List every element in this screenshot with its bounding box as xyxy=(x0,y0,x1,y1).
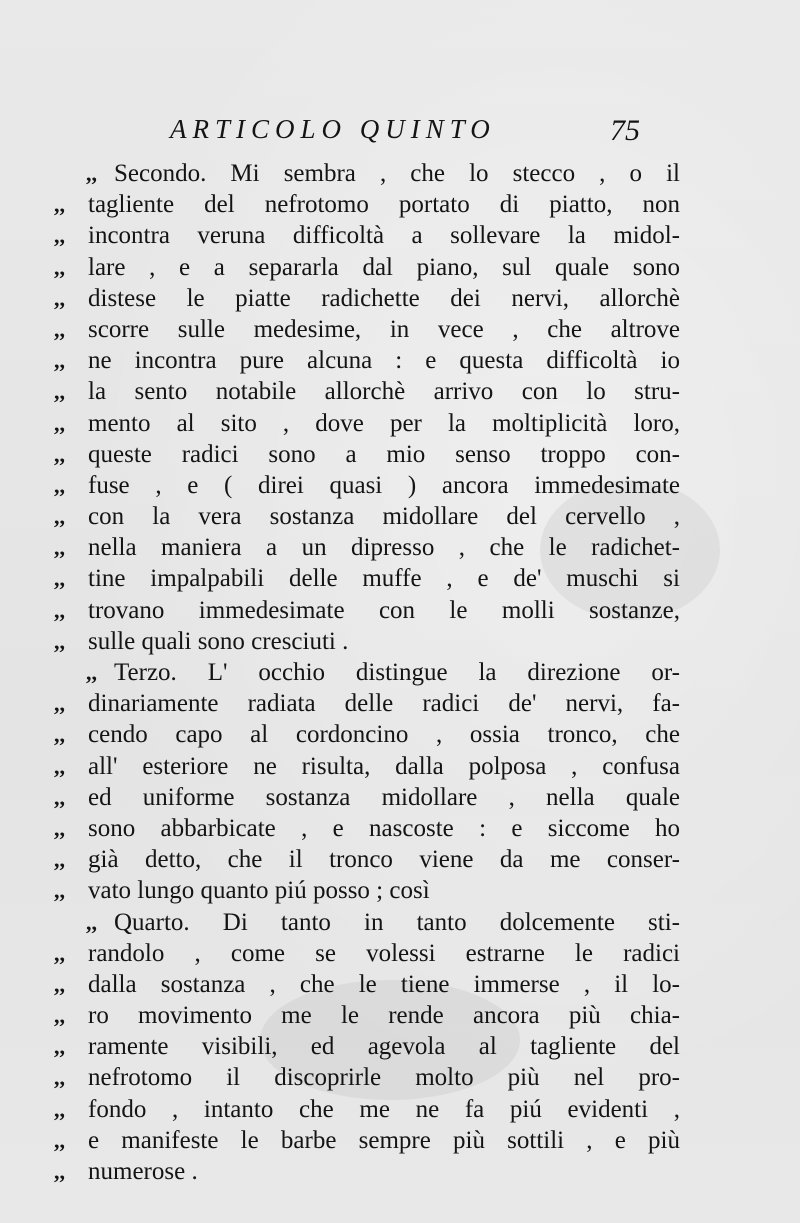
text-line xyxy=(40,376,680,407)
text-line xyxy=(40,782,680,813)
line-text: Terzo. L' occhio distingue la direzione or- xyxy=(114,659,680,686)
quotation-mark: ,, xyxy=(54,784,65,810)
quotation-mark: ,, xyxy=(54,254,65,280)
quotation-mark: ,, xyxy=(54,379,65,405)
text-line xyxy=(40,470,680,501)
text-line xyxy=(40,1062,680,1093)
line-text: ne incontra pure alcuna : e questa difficoltà io xyxy=(88,347,680,375)
text-line xyxy=(40,938,680,969)
quotation-mark: ,, xyxy=(54,878,65,904)
line-text: all' esteriore ne risulta, dalla polposa , confusa xyxy=(88,752,680,780)
text-line xyxy=(40,595,680,626)
quotation-mark: ,, xyxy=(54,285,65,311)
line-text: la sento notabile allorchè arrivo con lo stru- xyxy=(88,378,680,406)
text-line xyxy=(40,1094,680,1125)
quotation-mark: ,, xyxy=(86,660,97,685)
quotation-mark: ,, xyxy=(54,940,65,966)
text-line xyxy=(40,314,680,345)
quotation-mark: ,, xyxy=(54,223,65,249)
quotation-mark: ,, xyxy=(54,1096,65,1122)
running-header xyxy=(170,114,640,154)
line-text: sulle quali sono cresciuti . xyxy=(88,627,349,655)
line-text: dalla sostanza , che le tiene immerse , il lo- xyxy=(88,970,680,998)
line-text: mento al sito , dove per la moltiplicità loro, xyxy=(88,409,680,437)
text-line xyxy=(40,813,680,844)
quotation-mark: ,, xyxy=(54,753,65,779)
quotation-mark: ,, xyxy=(54,535,65,561)
line-text: e manifeste le barbe sempre più sottili , e più xyxy=(88,1126,680,1154)
quotation-mark: ,, xyxy=(54,316,65,342)
line-text: con la vera sostanza midollare del cervello , xyxy=(88,503,680,531)
line-text: dinariamente radiata delle radici de' nervi, fa- xyxy=(88,690,680,718)
quotation-mark: ,, xyxy=(86,161,97,186)
text-line xyxy=(40,875,680,906)
text-line xyxy=(40,283,680,314)
line-text: fondo , intanto che me ne fa piú evidenti , xyxy=(88,1095,680,1123)
quotation-mark: ,, xyxy=(54,691,65,717)
line-text: nefrotomo il discoprirle molto più nel pro- xyxy=(88,1064,680,1092)
text-line xyxy=(40,626,680,657)
text-line xyxy=(40,252,680,283)
text-line xyxy=(40,719,680,750)
text-line xyxy=(40,844,680,875)
line-text: fuse , e ( direi quasi ) ancora immedesimate xyxy=(88,471,680,499)
quotation-mark: ,, xyxy=(54,192,65,218)
line-text: cendo capo al cordoncino , ossia tronco, che xyxy=(88,721,680,749)
line-text: queste radici sono a mio senso troppo con- xyxy=(88,440,680,468)
text-line xyxy=(40,1125,680,1156)
line-text: tine impalpabili delle muffe , e de' muschi si xyxy=(88,565,680,593)
line-text: lare , e a separarla dal piano, sul quale sono xyxy=(88,253,680,281)
text-line xyxy=(40,189,680,220)
line-text: Quarto. Di tanto in tanto dolcemente sti- xyxy=(114,908,680,936)
line-text: già detto, che il tronco viene da me conser- xyxy=(88,846,680,874)
line-text: sono abbarbicate , e nascoste : e siccome ho xyxy=(88,814,680,842)
quotation-mark: ,, xyxy=(54,722,65,748)
quotation-mark: ,, xyxy=(86,909,97,935)
quotation-mark: ,, xyxy=(54,1065,65,1091)
quotation-mark: ,, xyxy=(54,410,65,436)
quotation-mark: ,, xyxy=(54,441,65,467)
text-line xyxy=(40,751,680,782)
quotation-mark: ,, xyxy=(54,566,65,592)
quotation-mark: ,, xyxy=(54,597,65,623)
body-text xyxy=(40,158,680,1187)
line-text: randolo , come se volessi estrarne le radici xyxy=(88,939,680,967)
quotation-mark: ,, xyxy=(54,971,65,997)
text-line xyxy=(40,907,680,938)
line-text: numerose . xyxy=(88,1158,198,1185)
quotation-mark: ,, xyxy=(54,1034,65,1060)
quotation-mark: ,, xyxy=(54,1127,65,1153)
line-text: incontra veruna difficoltà a sollevare la midol- xyxy=(88,222,680,250)
running-title: ARTICOLO QUINTO xyxy=(170,114,496,144)
text-line xyxy=(40,439,680,470)
text-line xyxy=(40,563,680,594)
quotation-mark: ,, xyxy=(54,472,65,498)
text-line xyxy=(40,158,680,189)
line-text: ro movimento me le rende ancora più chia- xyxy=(88,1002,680,1030)
text-line xyxy=(40,1031,680,1062)
quotation-mark: ,, xyxy=(54,815,65,841)
text-line xyxy=(40,969,680,1000)
quotation-mark: ,, xyxy=(54,1003,65,1029)
text-line xyxy=(40,532,680,563)
text-line xyxy=(40,688,680,719)
line-text: distese le piatte radichette dei nervi, allorchè xyxy=(88,284,680,312)
line-text: nella maniera a un dipresso , che le radichet- xyxy=(88,534,680,562)
line-text: Secondo. Mi sembra , che lo stecco , o il xyxy=(114,160,680,187)
text-line xyxy=(40,220,680,251)
text-line xyxy=(40,345,680,376)
text-line xyxy=(40,1156,680,1187)
quotation-mark: ,, xyxy=(54,348,65,374)
quotation-mark: ,, xyxy=(54,1159,65,1184)
line-text: scorre sulle medesime, in vece , che altrove xyxy=(88,315,680,343)
quotation-mark: ,, xyxy=(54,504,65,530)
text-line xyxy=(40,501,680,532)
quotation-mark: ,, xyxy=(54,847,65,873)
text-line xyxy=(40,657,680,688)
line-text: vato lungo quanto piú posso ; così xyxy=(88,877,430,905)
line-text: ed uniforme sostanza midollare , nella quale xyxy=(88,783,680,811)
line-text: ramente visibili, ed agevola al tagliente del xyxy=(88,1033,680,1061)
text-line xyxy=(40,1000,680,1031)
text-line xyxy=(40,408,680,439)
line-text: tagliente del nefrotomo portato di piatto, non xyxy=(88,191,680,219)
quotation-mark: ,, xyxy=(54,628,65,654)
page-number: 75 xyxy=(610,114,640,147)
line-text: trovano immedesimate con le molli sostanze, xyxy=(88,596,680,624)
